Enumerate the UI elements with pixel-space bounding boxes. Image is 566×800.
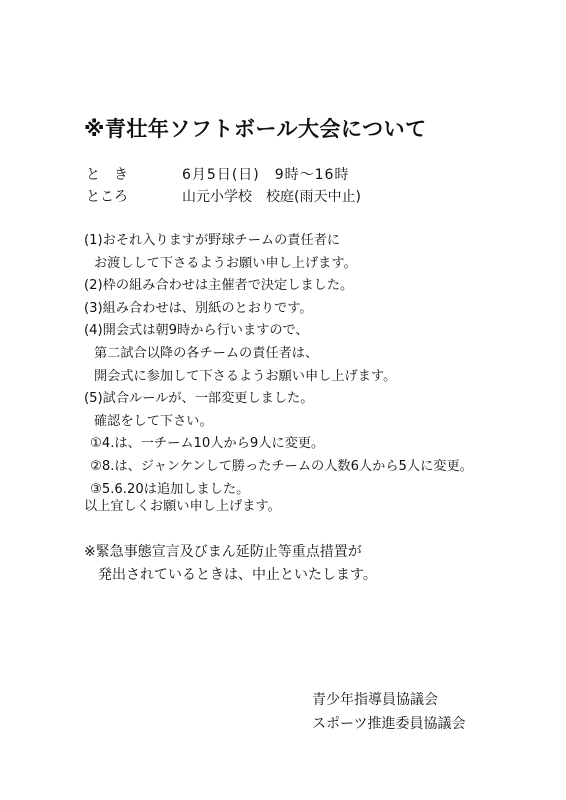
list-item: 第二試合以降の各チームの責任者は、 bbox=[94, 345, 319, 361]
list-item: (1)おそれ入りますが野球チームの責任者に bbox=[84, 233, 341, 248]
closing-text: 以上宜しくお願い申し上げます。 bbox=[84, 499, 281, 514]
notes-list bbox=[84, 230, 473, 501]
organizer-block bbox=[312, 688, 465, 736]
date-label: と き bbox=[86, 167, 128, 183]
organizer-name: スポーツ推進委員協議会 bbox=[312, 716, 466, 732]
list-item: (3)組み合わせは、別紙のとおりです。 bbox=[84, 300, 313, 316]
organizer-name: 青少年指導員協議会 bbox=[312, 692, 438, 708]
notice-line: ※緊急事態宣言及びまん延防止等重点措置が bbox=[84, 544, 362, 560]
list-item: 開会式に参加して下さるようお願い申し上げます。 bbox=[94, 368, 397, 384]
list-item: (2)枠の組み合わせは主催者で決定しました。 bbox=[84, 278, 354, 294]
place-value: 山元小学校 校庭(雨天中止) bbox=[182, 189, 361, 205]
list-item: 確認をして下さい。 bbox=[94, 413, 213, 429]
list-item: (4)開会式は朝9時から行いますので、 bbox=[84, 323, 309, 339]
list-item: (5)試合ルールが、一部変更しました。 bbox=[84, 391, 314, 407]
list-item: ②8.は、ジャンケンして勝ったチームの人数6人から5人に変更。 bbox=[90, 458, 473, 474]
list-item: お渡しして下さるようお願い申し上げます。 bbox=[94, 255, 357, 271]
event-date-row bbox=[86, 164, 349, 184]
page-title: ※青壮年ソフトボール大会について bbox=[84, 117, 427, 141]
list-item: ③5.6.20は追加しました。 bbox=[90, 481, 250, 497]
event-place-row bbox=[86, 186, 361, 206]
emergency-notice bbox=[84, 541, 377, 587]
list-item: ①4.は、一チーム10人から9人に変更。 bbox=[90, 436, 325, 452]
notice-line: 発出されているときは、中止といたします。 bbox=[98, 567, 377, 583]
date-value: 6月5日(日) 9時〜16時 bbox=[182, 167, 350, 183]
place-label: ところ bbox=[86, 189, 128, 205]
